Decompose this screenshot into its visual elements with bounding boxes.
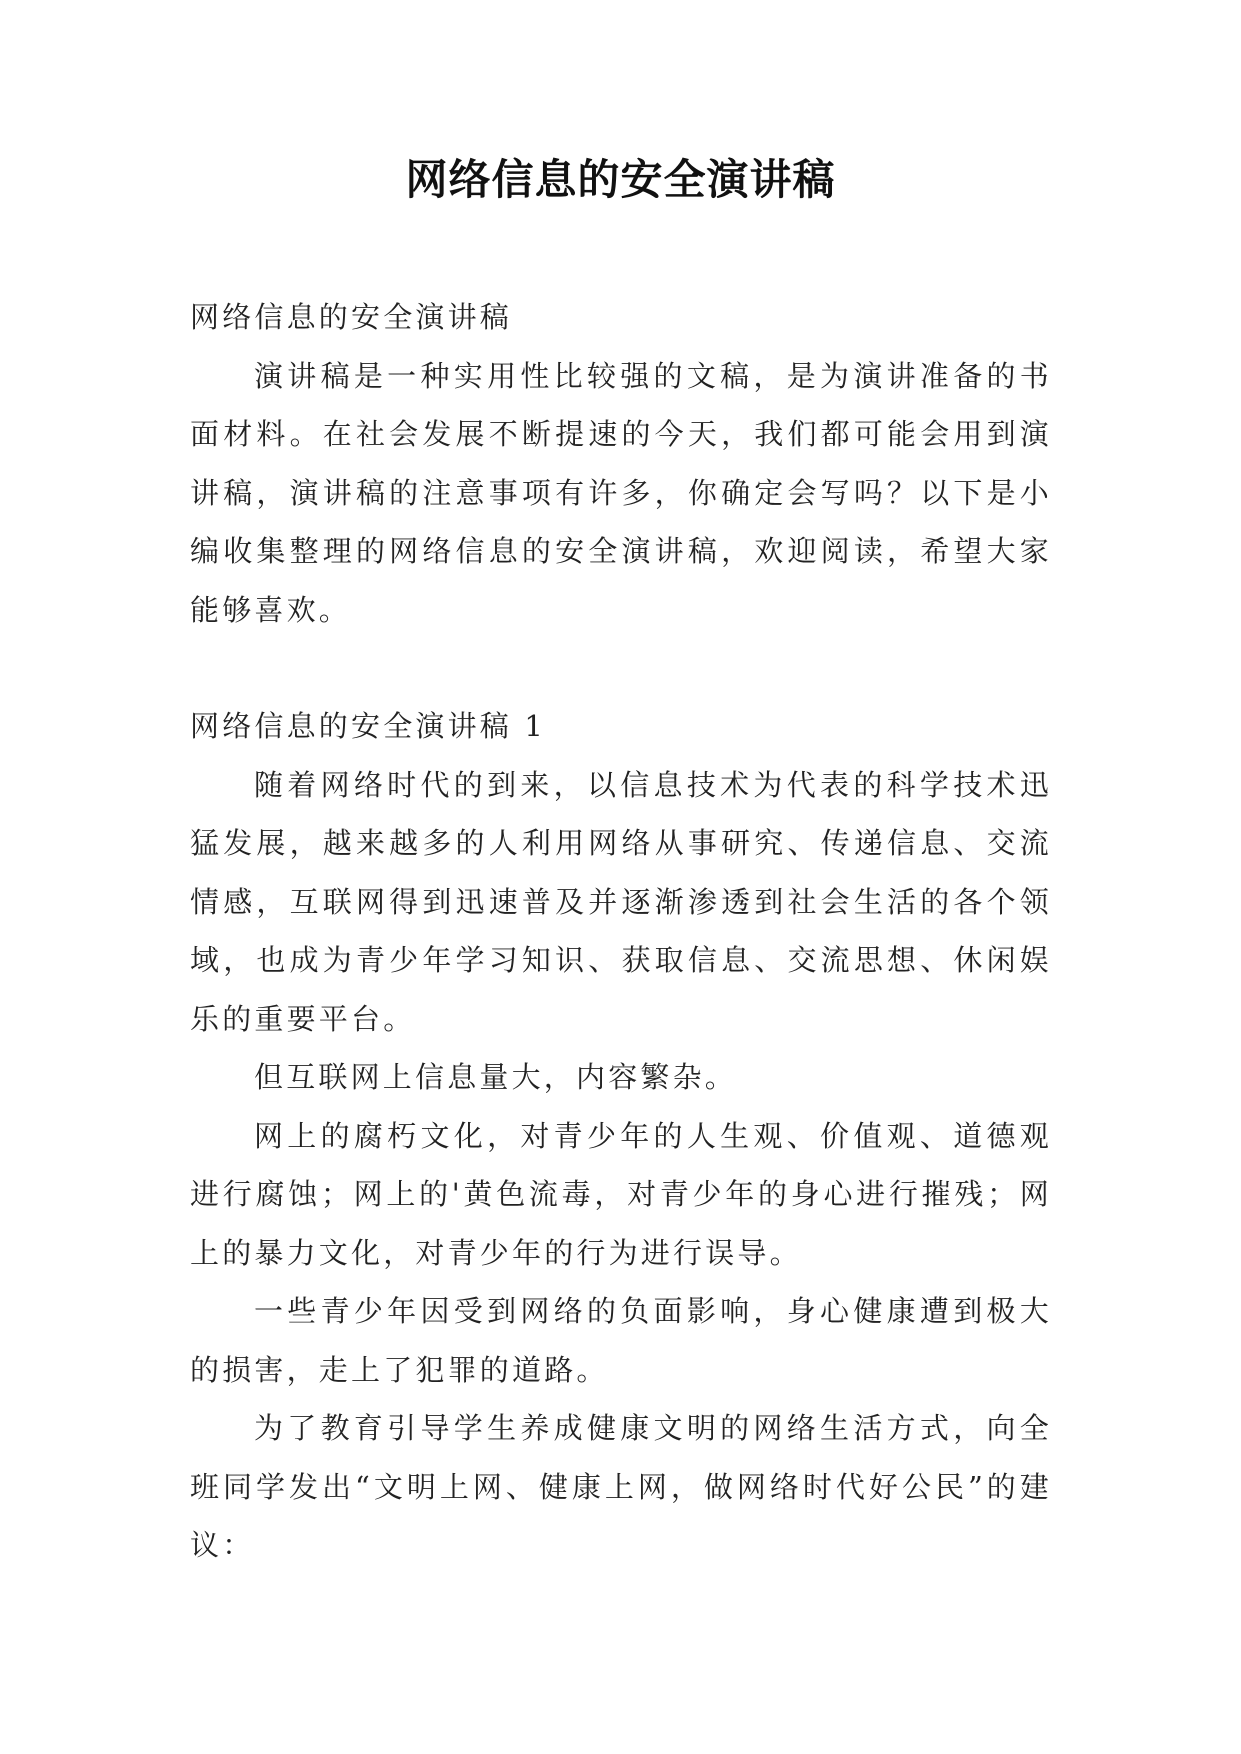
- body-paragraph: 为了教育引导学生养成健康文明的网络生活方式，向全班同学发出“文明上网、健康上网，做网络时代好公民”的建议：: [190, 1411, 1052, 1562]
- document-body: [190, 288, 1052, 1575]
- section-heading: 网络信息的安全演讲稿 1: [190, 709, 547, 743]
- body-paragraph: 网上的腐朽文化，对青少年的人生观、价值观、道德观进行腐蚀；网上的'黄色流毒，对青少年的身心进行摧残；网上的暴力文化，对青少年的行为进行误导。: [190, 1118, 1052, 1270]
- body-paragraph: 一些青少年因受到网络的负面影响，身心健康遭到极大的损害，走上了犯罪的道路。: [190, 1294, 1052, 1387]
- body-paragraph: 演讲稿是一种实用性比较强的文稿，是为演讲准备的书面材料。在社会发展不断提速的今天，我们都可能会用到演讲稿，演讲稿的注意事项有许多，你确定会写吗？以下是小编收集整理的网络信息的安全演讲稿，欢迎阅读，希望大家能够喜欢。: [190, 358, 1052, 627]
- section-heading: 网络信息的安全演讲稿: [190, 300, 513, 334]
- document-title: 网络信息的安全演讲稿: [405, 155, 836, 204]
- body-paragraph: 随着网络时代的到来，以信息技术为代表的科学技术迅猛发展，越来越多的人利用网络从事研究、传递信息、交流情感，互联网得到迅速普及并逐渐渗透到社会生活的各个领域，也成为青少年学习知识、获取信息、交流思想、休闲娱乐的重要平台。: [190, 767, 1052, 1036]
- body-paragraph: 但互联网上信息量大，内容繁杂。: [254, 1060, 738, 1094]
